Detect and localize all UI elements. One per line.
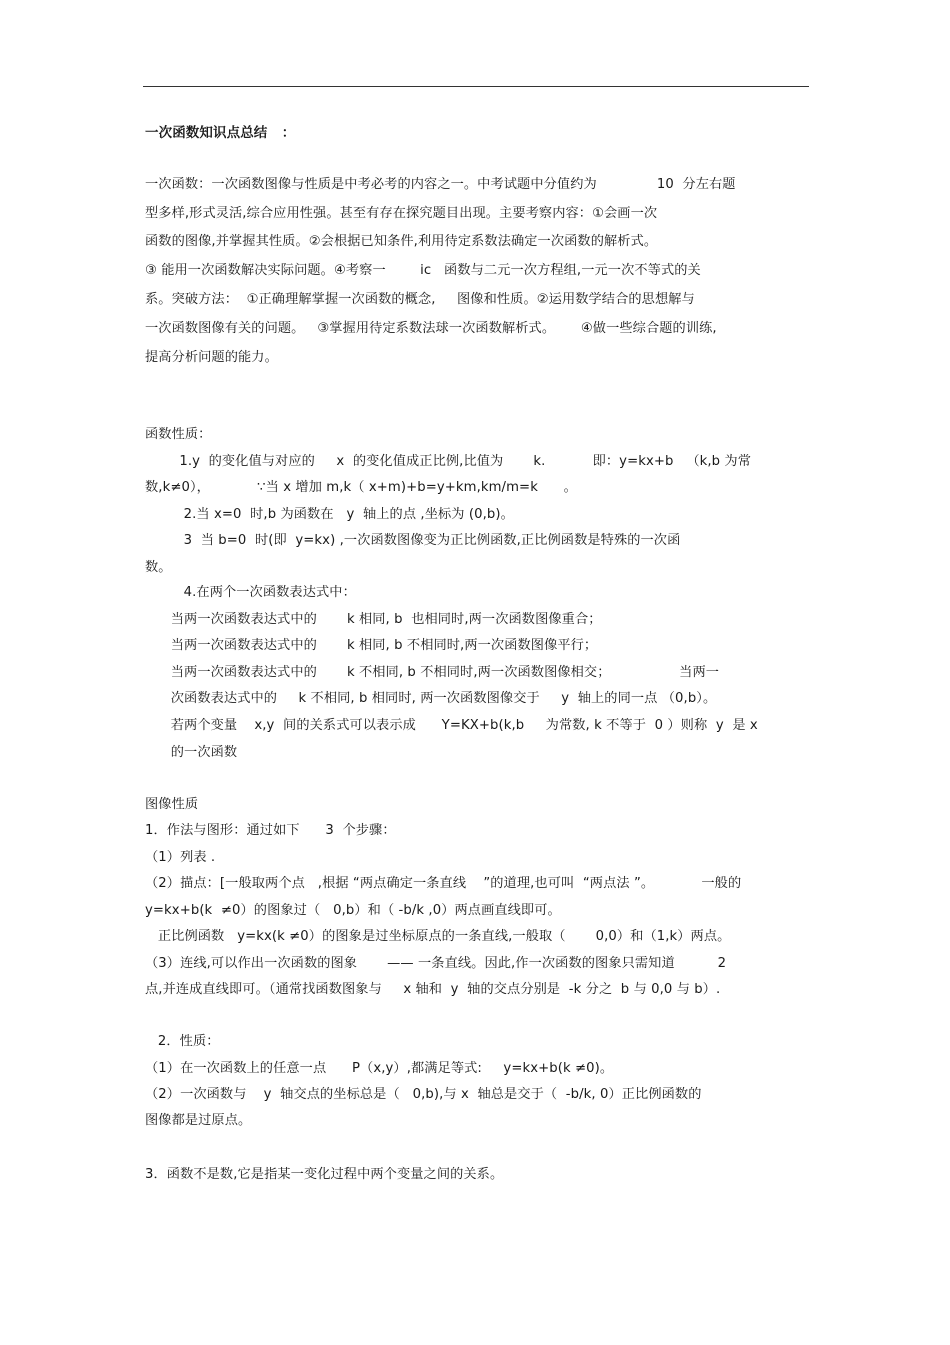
intro-line-2: 型多样,形式灵活,综合应用性强。甚至有存在探究题目出现。主要考察内容：①会画一次 xyxy=(145,206,658,221)
graph-property-line: 1．作法与图形：通过如下 3 个步骤： xyxy=(145,823,396,838)
function-property-line: 数。 xyxy=(145,560,172,575)
function-property-line: 的一次函数 xyxy=(145,745,238,760)
intro-line-3: 函数的图像,并掌握其性质。②会根据已知条件,利用待定系数法确定一次函数的解析式。 xyxy=(145,234,658,249)
graph-property-line: （1）列表 . xyxy=(145,850,216,865)
intro-line-6: 一次函数图像有关的问题。 ③掌握用待定系数法球一次函数解析式。 ④做一些综合题的训练, xyxy=(145,321,717,336)
graph-property-line: （2）描点：[一般取两个点 ,根据 “两点确定一条直线 ”的道理,也可叫 “两点法 ”。 一般的 xyxy=(145,876,742,891)
property-line: （1）在一次函数上的任意一点 P（x,y）,都满足等式: y=kx+b(k ≠0)。 xyxy=(145,1061,614,1076)
intro-line-1: 一次函数：一次函数图像与性质是中考必考的内容之一。中考试题中分值约为 10 分左右题 xyxy=(145,177,736,192)
final-statement: 3．函数不是数,它是指某一变化过程中两个变量之间的关系。 xyxy=(145,1167,504,1182)
function-property-line: 当两一次函数表达式中的 k 相同, b 也相同时,两一次函数图像重合； xyxy=(145,612,602,627)
intro-line-5: 系。突破方法： ①正确理解掌握一次函数的概念, 图像和性质。②运用数学结合的思想解与 xyxy=(145,292,695,307)
graph-property-line: （3）连线,可以作出一次函数的图象 —— 一条直线。因此,作一次函数的图象只需知道 2 xyxy=(145,956,727,971)
section-heading-function-properties: 函数性质： xyxy=(145,427,212,442)
property-line: （2）一次函数与 y 轴交点的坐标总是（ 0,b),与 x 轴总是交于（ -b/k, 0）正比例函数的 xyxy=(145,1087,702,1102)
section-heading-properties: 2．性质： xyxy=(145,1034,220,1049)
function-property-line: 若两个变量 x,y 间的关系式可以表示成 Y=KX+b(k,b 为常数, k 不等于 0 ）则称 y 是 x xyxy=(145,718,758,733)
function-property-line: 2.当 x=0 时,b 为函数在 y 轴上的点 ,坐标为 (0,b)。 xyxy=(145,507,514,522)
function-property-line: 当两一次函数表达式中的 k 不相同, b 不相同时,两一次函数图像相交； 当两一 xyxy=(145,665,720,680)
header-rule xyxy=(143,86,809,87)
function-property-line: 数,k≠0）， ∵当 x 增加 m,k（ x+m)+b=y+km,km/m=k 。 xyxy=(145,480,577,495)
function-property-line: 4.在两个一次函数表达式中： xyxy=(145,585,356,600)
function-property-line: 当两一次函数表达式中的 k 相同, b 不相同时,两一次函数图像平行； xyxy=(145,638,598,653)
document-title: 一次函数知识点总结 ： xyxy=(145,125,296,141)
function-property-line: 3 当 b=0 时(即 y=kx) ,一次函数图像变为正比例函数,正比例函数是特殊的一次函 xyxy=(145,533,681,548)
intro-line-7: 提高分析问题的能力。 xyxy=(145,350,278,365)
section-heading-graph-properties: 图像性质 xyxy=(145,797,199,812)
function-property-line: 1.y 的变化值与对应的 x 的变化值成正比例,比值为 k. 即：y=kx+b （k,b 为常 xyxy=(145,454,752,469)
intro-line-4: ③ 能用一次函数解决实际问题。④考察一 ic 函数与二元一次方程组,一元一次不等式的关 xyxy=(145,263,701,278)
graph-property-line: y=kx+b(k ≠0）的图象过（ 0,b）和（ -b/k ,0）两点画直线即可。 xyxy=(145,903,561,918)
function-property-line: 次函数表达式中的 k 不相同, b 相同时, 两一次函数图像交于 y 轴上的同一点 （0,b）。 xyxy=(145,691,717,706)
graph-property-line: 点,并连成直线即可。（通常找函数图象与 x 轴和 y 轴的交点分别是 -k 分之 b 与 0,0 与 b）. xyxy=(145,982,721,997)
property-line: 图像都是过原点。 xyxy=(145,1113,252,1128)
graph-property-line: 正比例函数 y=kx(k ≠0）的图象是过坐标原点的一条直线,一般取（ 0,0）和（1,k）两点。 xyxy=(145,929,731,944)
